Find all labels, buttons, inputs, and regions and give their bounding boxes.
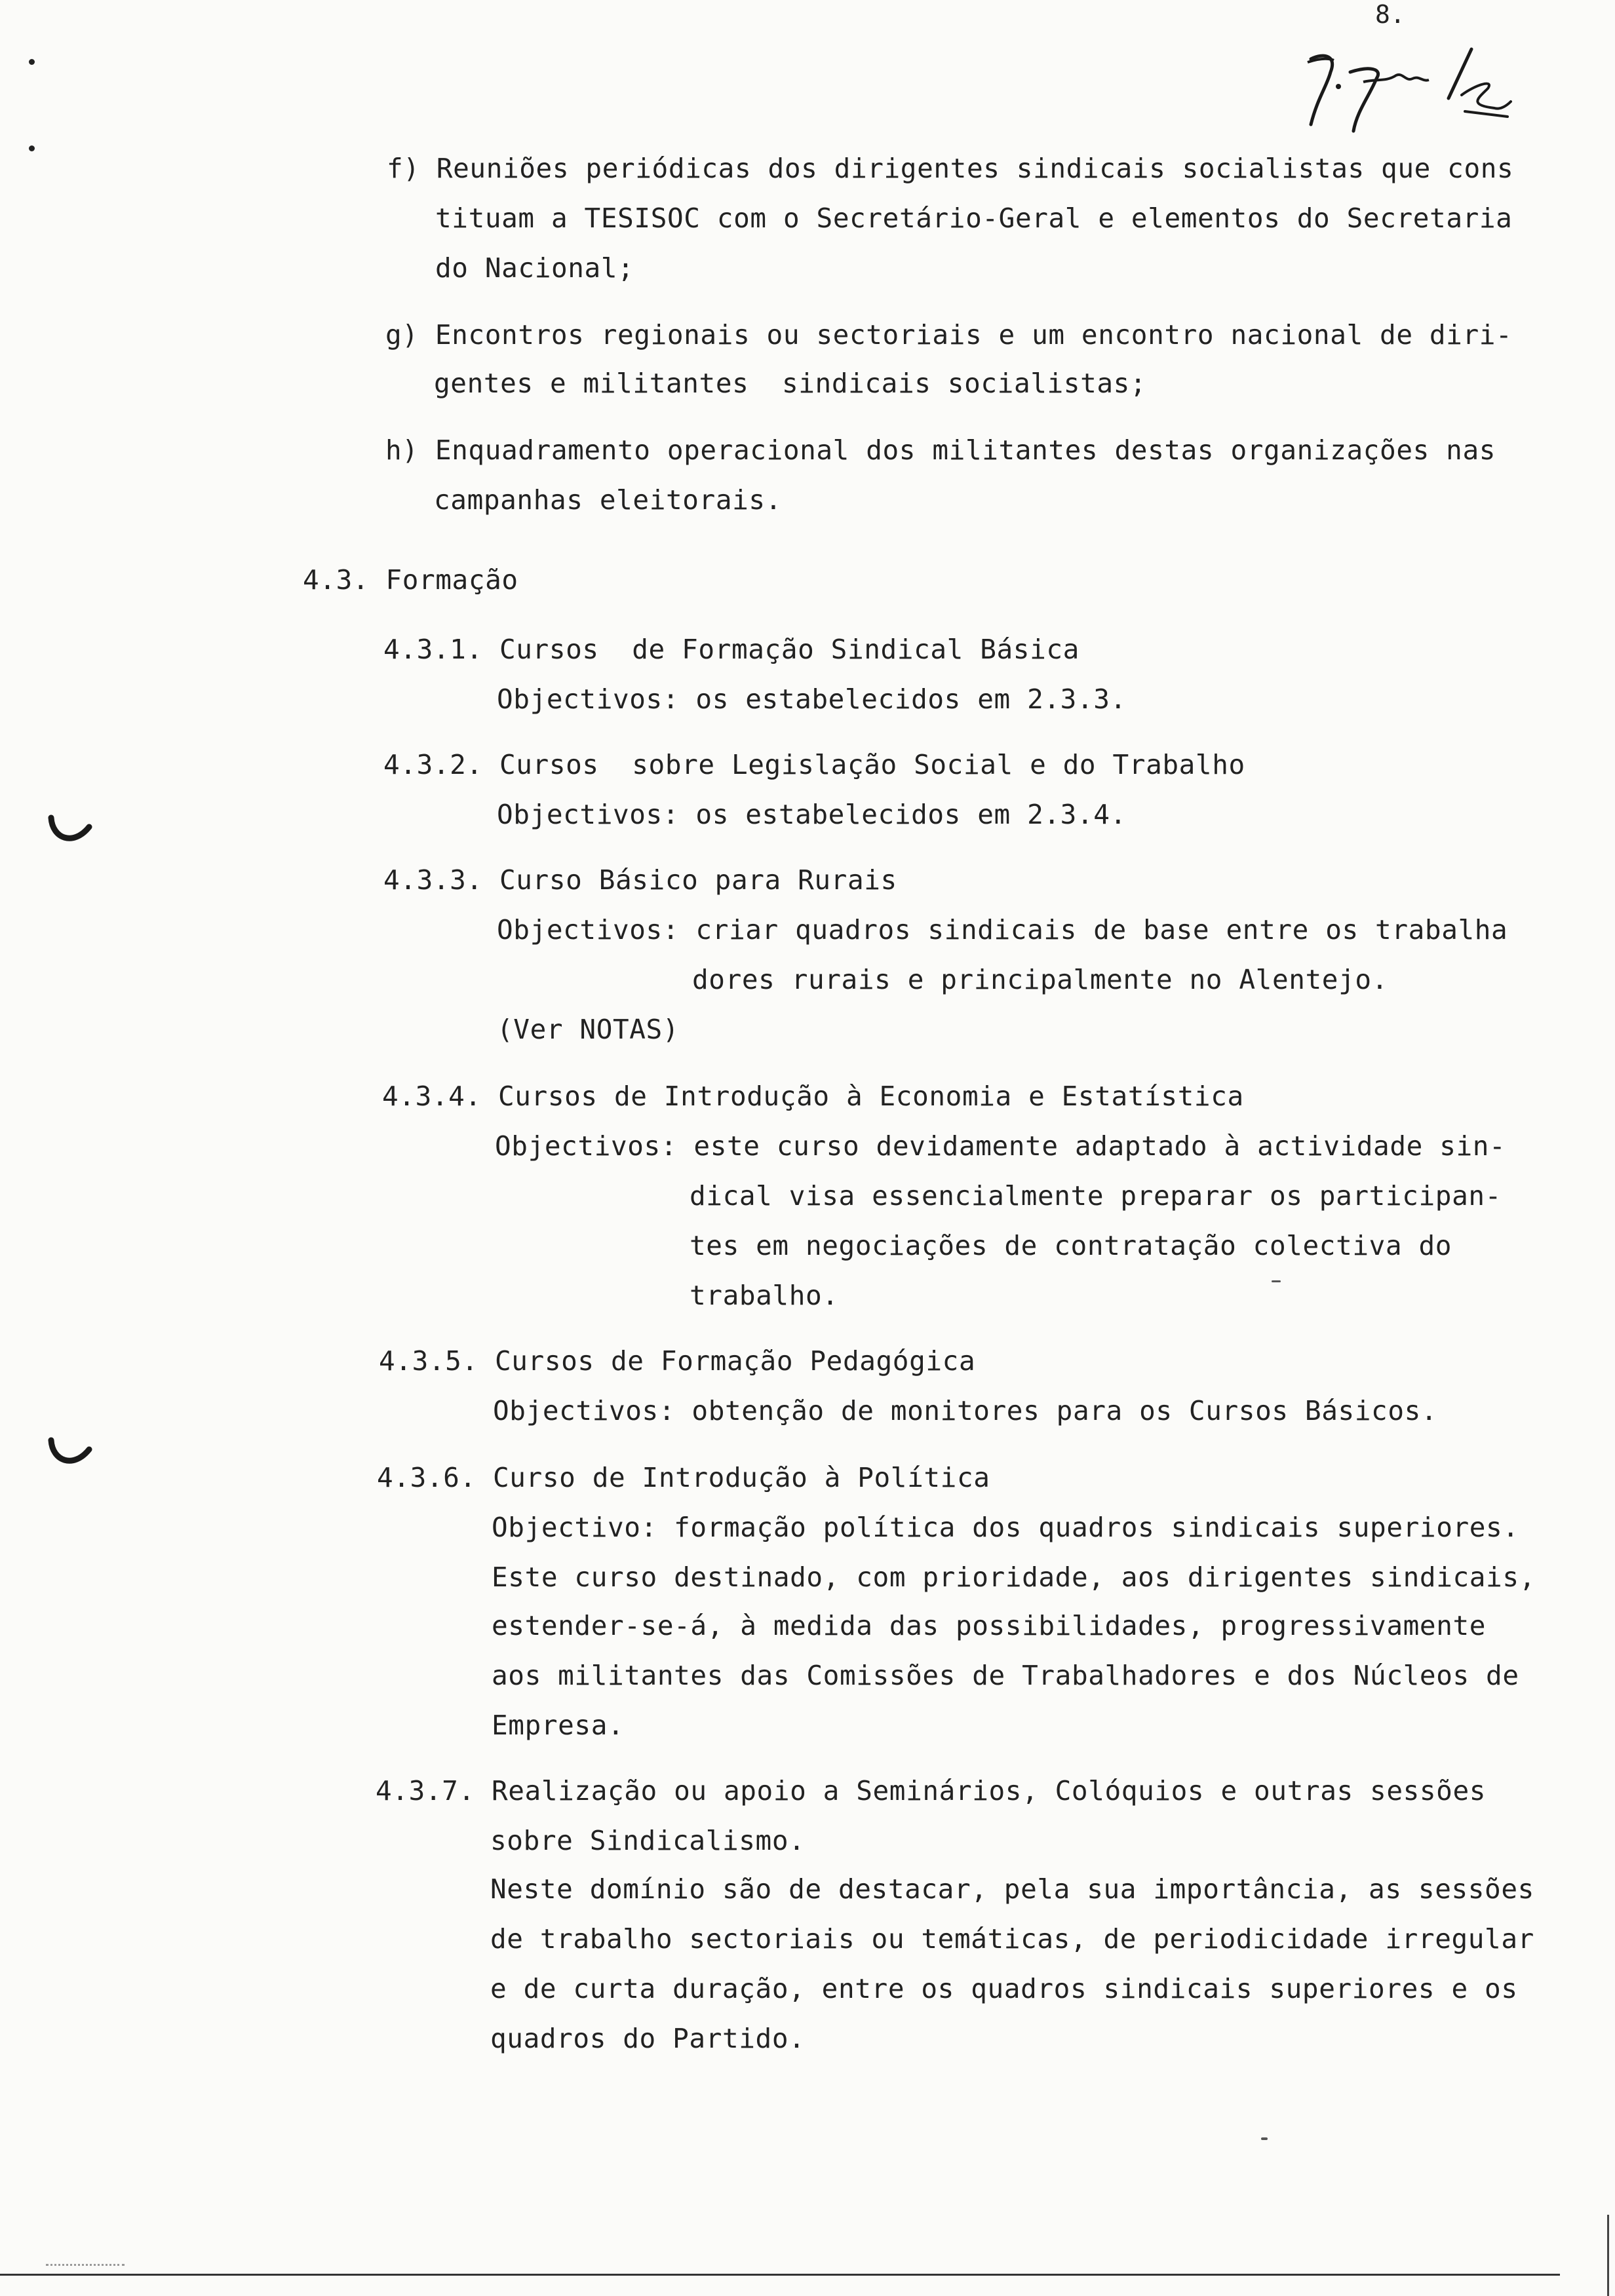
section-4-3-4-objectives-line-1: Objectivos: este curso devidamente adaptado à actividade sin- <box>495 1130 1506 1162</box>
handwritten-signature <box>1298 33 1521 138</box>
section-4-3-3-objectives-line-2: dores rurais e principalmente no Alentejo. <box>692 964 1388 995</box>
section-4-3-heading: 4.3. Formação <box>303 564 518 596</box>
punch-hole-mark <box>47 1435 93 1474</box>
scan-speck <box>1272 1280 1281 1282</box>
section-4-3-3-objectives-line-1: Objectivos: criar quadros sindicais de base entre os trabalha <box>497 914 1508 946</box>
section-4-3-7-body-line-3: e de curta duração, entre os quadros sindicais superiores e os <box>490 1973 1518 2004</box>
section-4-3-6-objectives-line-2: Este curso destinado, com prioridade, aos dirigentes sindicais, <box>492 1561 1536 1593</box>
section-4-3-7-body-line-2: de trabalho sectoriais ou temáticas, de periodicidade irregular <box>490 1923 1534 1955</box>
item-f-line-2: tituam a TESISOC com o Secretário-Geral e elementos do Secretaria <box>435 202 1513 234</box>
item-h-line-2: campanhas eleitorais. <box>434 484 782 516</box>
item-h-line-1: h) Enquadramento operacional dos militantes destas organizações nas <box>385 434 1496 466</box>
scan-speck <box>1261 2137 1268 2140</box>
section-4-3-7-heading: 4.3.7. Realização ou apoio a Seminários, Colóquios e outras sessões <box>376 1775 1487 1807</box>
section-4-3-3-heading: 4.3.3. Curso Básico para Rurais <box>383 864 897 896</box>
section-4-3-2-objectives: Objectivos: os estabelecidos em 2.3.4. <box>497 799 1127 830</box>
section-4-3-4-objectives-line-3: tes em negociações de contratação colectiva do <box>690 1230 1452 1261</box>
page-number: 8. <box>1375 0 1405 29</box>
section-4-3-6-objectives-line-5: Empresa. <box>492 1710 625 1741</box>
footer-dotted-mark <box>46 2264 125 2270</box>
margin-dot <box>29 145 35 151</box>
section-4-3-5-heading: 4.3.5. Cursos de Formação Pedagógica <box>379 1345 976 1377</box>
margin-dot <box>29 59 35 65</box>
section-4-3-7-body-line-1: Neste domínio são de destacar, pela sua importância, as sessões <box>490 1873 1534 1905</box>
section-4-3-6-heading: 4.3.6. Curso de Introdução à Política <box>377 1462 990 1493</box>
section-4-3-1-objectives: Objectivos: os estabelecidos em 2.3.3. <box>497 683 1127 715</box>
section-4-3-7-heading-line-2: sobre Sindicalismo. <box>490 1825 806 1856</box>
item-g-line-1: g) Encontros regionais ou sectoriais e um encontro nacional de diri- <box>385 319 1513 351</box>
section-4-3-7-body-line-4: quadros do Partido. <box>490 2023 806 2054</box>
section-4-3-6-objectives-line-4: aos militantes das Comissões de Trabalhadores e dos Núcleos de <box>492 1660 1519 1691</box>
section-4-3-2-heading: 4.3.2. Cursos sobre Legislação Social e do Trabalho <box>383 749 1245 780</box>
section-4-3-6-objectives-line-1: Objectivo: formação política dos quadros sindicais superiores. <box>492 1512 1519 1543</box>
section-4-3-4-objectives-line-4: trabalho. <box>690 1280 839 1311</box>
footer-rule <box>0 2274 1560 2276</box>
section-4-3-3-note: (Ver NOTAS) <box>497 1014 680 1045</box>
section-4-3-5-objectives: Objectivos: obtenção de monitores para os Cursos Básicos. <box>493 1395 1438 1426</box>
punch-hole-mark <box>47 813 93 852</box>
page-edge-mark <box>1607 2215 1609 2296</box>
section-4-3-4-objectives-line-2: dical visa essencialmente preparar os participan- <box>690 1180 1502 1212</box>
section-4-3-4-heading: 4.3.4. Cursos de Introdução à Economia e Estatística <box>382 1081 1244 1112</box>
section-4-3-6-objectives-line-3: estender-se-á, à medida das possibilidades, progressivamente <box>492 1610 1487 1641</box>
item-f-line-3: do Nacional; <box>435 252 634 284</box>
item-f-line-1: f) Reuniões periódicas dos dirigentes sindicais socialistas que cons <box>387 153 1514 184</box>
section-4-3-1-heading: 4.3.1. Cursos de Formação Sindical Básica <box>383 634 1080 665</box>
item-g-line-2: gentes e militantes sindicais socialistas; <box>434 368 1147 399</box>
